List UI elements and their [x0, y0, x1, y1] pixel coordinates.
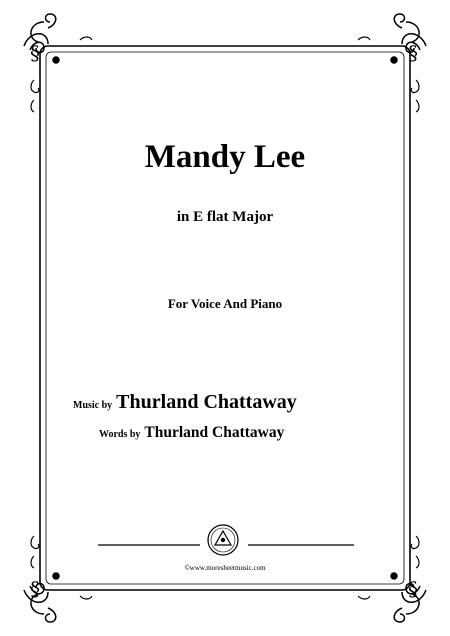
music-prefix: Music by	[73, 400, 113, 411]
ornament-top-right-icon	[391, 14, 426, 65]
svg-text:§: §	[408, 41, 418, 65]
score-title: Mandy Lee	[144, 139, 306, 175]
composer-name: Thurland Chattaway	[116, 391, 297, 413]
side-scrolls-icon	[31, 37, 419, 599]
svg-text:§: §	[408, 577, 418, 601]
lyricist-name: Thurland Chattaway	[144, 424, 285, 441]
words-credit	[99, 424, 284, 442]
publisher-logo-icon	[207, 524, 239, 556]
publisher-url[interactable]: ©www.moresheetmusic.com	[184, 564, 266, 572]
ornament-top-left-icon	[24, 14, 59, 65]
music-credit	[73, 391, 297, 414]
svg-text:§: §	[30, 41, 40, 65]
score-key: in E flat Major	[176, 209, 274, 225]
words-prefix: Words by	[99, 429, 141, 440]
svg-text:§: §	[30, 577, 40, 601]
instrumentation: For Voice And Piano	[167, 296, 283, 311]
ornament-bottom-right-icon	[391, 573, 426, 622]
ornament-bottom-left-icon	[24, 573, 59, 622]
